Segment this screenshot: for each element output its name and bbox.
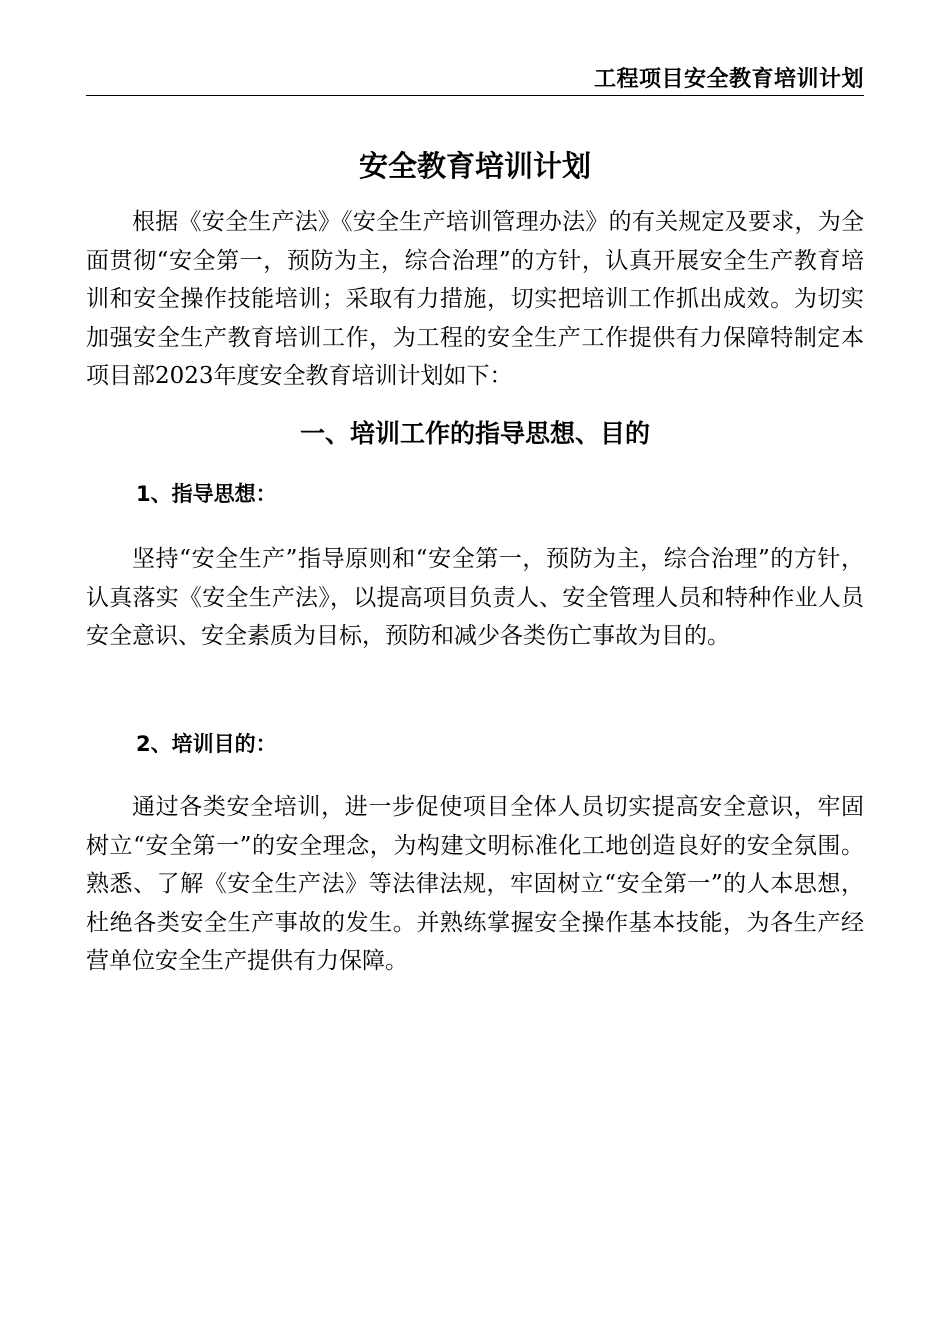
intro-paragraph: 根据《安全生产法》《安全生产培训管理办法》的有关规定及要求，为全面贯彻“安全第一，预防为主，综合治理”的方针，认真开展安全生产教育培训和安全操作技能培训；采取有力措施，切实把培训工作抓出成效。为切实加强安全生产教育培训工作，为工程的安全生产工作提供有力保障特制定本项目部2023年度安全教育培训计划如下： xyxy=(86,209,864,389)
guiding-ideology-paragraph: 坚持“安全生产”指导原则和“安全第一，预防为主，综合治理”的方针，认真落实《安全生产法》，以提高项目负责人、安全管理人员和特种作业人员安全意识、安全素质为目标，预防和减少各类伤亡事故为目的。 xyxy=(86,546,864,649)
training-purpose-paragraph: 通过各类安全培训，进一步促使项目全体人员切实提高安全意识，牢固树立“安全第一”的安全理念，为构建文明标准化工地创造良好的安全氛围。熟悉、了解《安全生产法》等法律法规，牢固树立“安全第一”的人本思想，杜绝各类安全生产事故的发生。并熟练掌握安全操作基本技能，为各生产经营单位安全生产提供有力保障。 xyxy=(86,794,864,974)
header-title: 工程项目安全教育培训计划 xyxy=(593,67,864,92)
document-title: 安全教育培训计划 xyxy=(358,149,591,183)
section-heading-guidance: 一、培训工作的指导思想、目的 xyxy=(299,419,650,448)
subheading-training-purpose: 2、培训目的： xyxy=(136,732,277,756)
subheading-guiding-ideology: 1、指导思想： xyxy=(136,482,277,506)
page-header xyxy=(86,62,864,96)
